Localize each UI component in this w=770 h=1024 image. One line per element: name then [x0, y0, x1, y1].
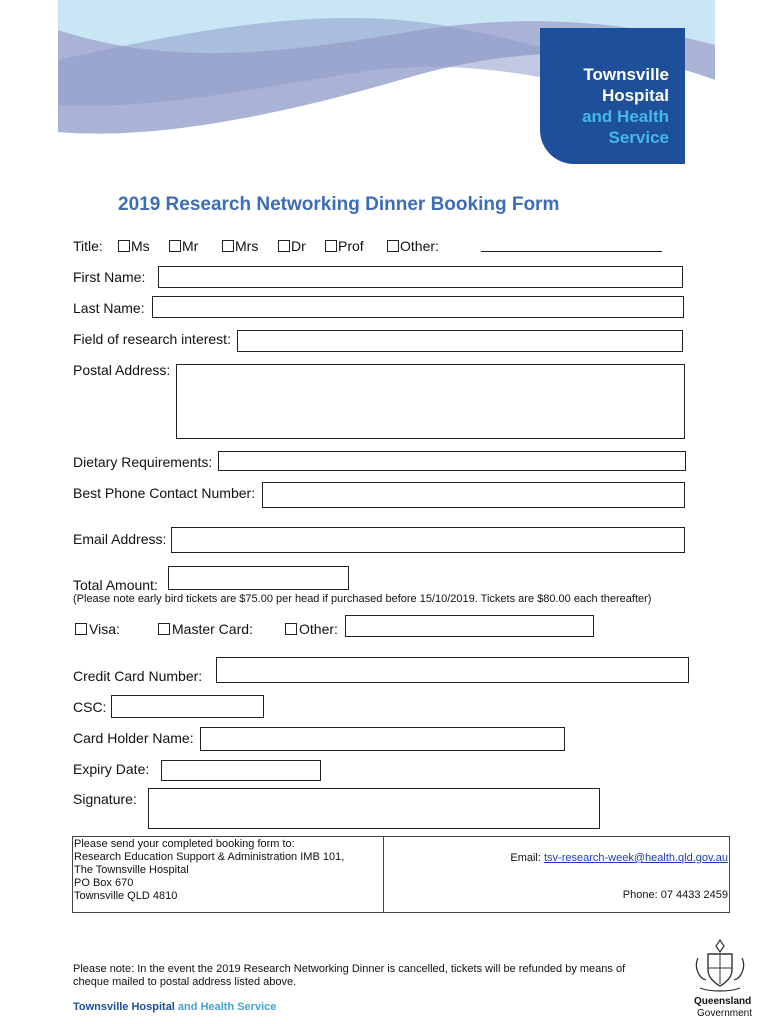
title-prof-checkbox[interactable]	[325, 240, 337, 252]
email-field[interactable]	[171, 527, 685, 553]
queensland-crest-icon	[690, 934, 750, 994]
contact-line-4: PO Box 670	[74, 877, 134, 889]
form-title: 2019 Research Networking Dinner Booking Form	[118, 194, 560, 215]
title-mrs-checkbox[interactable]	[222, 240, 234, 252]
card-number-field[interactable]	[216, 657, 689, 683]
footer-org-part-2: and Health Service	[174, 1001, 277, 1013]
footer-org-part-1: Townsville Hospital	[73, 1001, 175, 1013]
title-mrs-label: Mrs	[235, 238, 259, 254]
contact-line-2: Research Education Support & Administration IMB 101,	[74, 851, 345, 863]
contact-phone: Phone: 07 4433 2459	[622, 889, 728, 901]
phone-label: Best Phone Contact Number:	[73, 485, 256, 501]
mastercard-label: Master Card:	[172, 621, 253, 637]
last-name-field[interactable]	[152, 296, 684, 318]
gov-line-2: Government	[697, 1008, 753, 1019]
payment-other-checkbox[interactable]	[285, 623, 297, 635]
last-name-label: Last Name:	[73, 300, 145, 316]
visa-checkbox[interactable]	[75, 623, 87, 635]
dietary-field[interactable]	[218, 451, 686, 471]
contact-line-3: The Townsville Hospital	[74, 864, 189, 876]
visa-label: Visa:	[89, 621, 120, 637]
title-label: Title:	[73, 238, 103, 254]
title-mr-checkbox[interactable]	[169, 240, 181, 252]
phone-field[interactable]	[262, 482, 685, 508]
dietary-label: Dietary Requirements:	[73, 454, 213, 470]
contact-email-label: Email:	[510, 852, 544, 864]
card-number-label: Credit Card Number:	[73, 668, 203, 684]
signature-label: Signature:	[73, 791, 137, 807]
card-holder-label: Card Holder Name:	[73, 730, 194, 746]
postal-address-label: Postal Address:	[73, 362, 171, 378]
signature-field[interactable]	[148, 788, 600, 829]
total-amount-field[interactable]	[168, 566, 349, 590]
contact-email	[510, 852, 728, 864]
email-label: Email Address:	[73, 531, 167, 547]
payment-other-field[interactable]	[345, 615, 594, 637]
footer-org-name	[73, 1001, 276, 1013]
title-other-label: Other:	[400, 238, 439, 254]
gov-line-1: Queensland	[694, 996, 752, 1007]
title-other-checkbox[interactable]	[387, 240, 399, 252]
title-prof-label: Prof	[338, 238, 364, 254]
first-name-field[interactable]	[158, 266, 683, 288]
cancellation-note-line-2: cheque mailed to postal address listed above.	[73, 976, 297, 988]
logo-line-1: Townsville	[583, 65, 669, 84]
logo-line-3: and Health	[582, 107, 669, 126]
title-other-underline[interactable]	[481, 251, 662, 252]
postal-address-field[interactable]	[176, 364, 685, 439]
research-field-input[interactable]	[237, 330, 683, 352]
contact-line-1: Please send your completed booking form to:	[74, 838, 295, 850]
contact-line-5: Townsville QLD 4810	[74, 890, 178, 902]
expiry-label: Expiry Date:	[73, 761, 150, 777]
research-field-label: Field of research interest:	[73, 331, 231, 347]
price-note: (Please note early bird tickets are $75.00 per head if purchased before 15/10/2019. Tickets are $80.00 each thereafter)	[73, 593, 652, 605]
contact-info-table	[72, 836, 730, 913]
csc-label: CSC:	[73, 699, 107, 715]
townsville-hhs-logo	[540, 28, 685, 164]
csc-field[interactable]	[111, 695, 264, 718]
logo-line-4: Service	[608, 128, 669, 147]
title-ms-label: Ms	[131, 238, 150, 254]
expiry-field[interactable]	[161, 760, 321, 781]
card-holder-field[interactable]	[200, 727, 565, 751]
total-amount-label: Total Amount:	[73, 577, 158, 593]
title-mr-label: Mr	[182, 238, 199, 254]
first-name-label: First Name:	[73, 269, 146, 285]
contact-email-link[interactable]: tsv-research-week@health.qld.gov.au	[544, 852, 728, 864]
title-dr-label: Dr	[291, 238, 306, 254]
mastercard-checkbox[interactable]	[158, 623, 170, 635]
cancellation-note-line-1: Please note: In the event the 2019 Research Networking Dinner is cancelled, tickets will be refunded by means of	[73, 963, 626, 975]
table-divider	[383, 837, 384, 912]
title-dr-checkbox[interactable]	[278, 240, 290, 252]
payment-other-label: Other:	[299, 621, 338, 637]
title-ms-checkbox[interactable]	[118, 240, 130, 252]
logo-line-2: Hospital	[601, 86, 669, 105]
